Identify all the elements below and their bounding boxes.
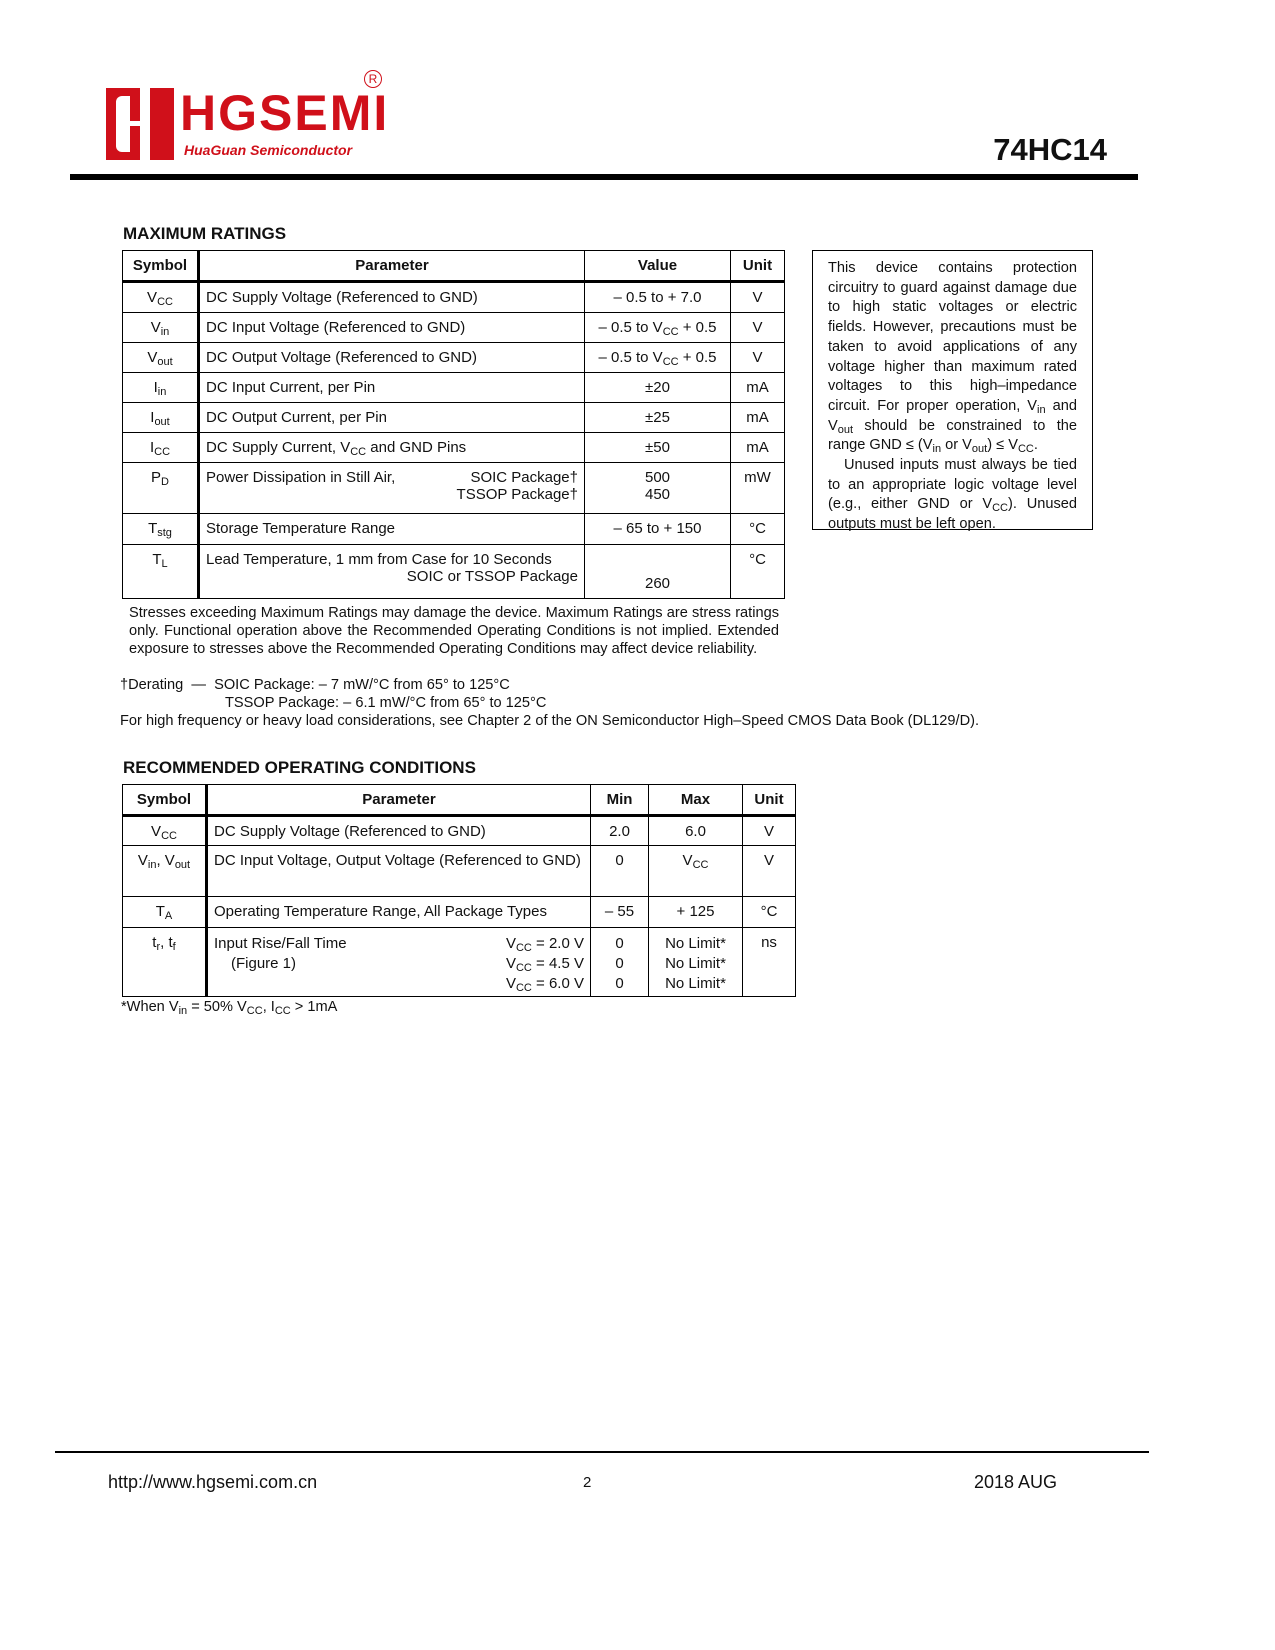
text-segment: V — [682, 852, 693, 869]
rec-footnote — [121, 998, 337, 1016]
symbol-cell — [123, 545, 199, 599]
max-cell — [649, 846, 743, 897]
parameter — [206, 520, 395, 537]
table-header — [123, 251, 785, 282]
table-row — [123, 343, 785, 373]
text-segment: V — [505, 975, 516, 992]
symbol-cell — [123, 816, 207, 846]
min-cell — [591, 928, 649, 997]
text-segment: ±50 — [645, 439, 670, 456]
value-cell — [585, 282, 731, 313]
table-row — [123, 514, 785, 545]
unit-cell: mW — [731, 463, 785, 514]
parameter — [206, 439, 466, 456]
table-row — [123, 373, 785, 403]
parameter — [206, 379, 375, 396]
derating-tssop: TSSOP Package: – 6.1 mW/°C from 65° to 125°C — [225, 695, 547, 711]
value — [645, 575, 670, 592]
high-frequency-note: For high frequency or heavy load considerations, see Chapter 2 of the ON Semiconductor High–Speed CMOS Data Book (DL129/D). — [120, 713, 980, 729]
text-segment: V — [147, 289, 158, 306]
parameter — [206, 319, 465, 336]
logo-brand: HGSEMI — [180, 85, 390, 141]
table-header — [123, 785, 796, 816]
cell-line: No Limit* — [665, 935, 726, 952]
text-segment: 260 — [644, 575, 671, 592]
text-segment: V — [505, 955, 516, 972]
col-symbol: Symbol — [123, 785, 207, 816]
table-row — [123, 313, 785, 343]
max-ratings-title: MAXIMUM RATINGS — [123, 224, 287, 243]
text-segment: DC Supply Voltage (Referenced to GND) — [214, 823, 486, 840]
text-segment: I — [149, 439, 155, 456]
symbol-cell — [123, 928, 207, 997]
max — [685, 823, 706, 840]
unit-cell: mA — [731, 403, 785, 433]
text-segment: Input Rise/Fall Time — [214, 935, 347, 952]
text-segment: DC Input Current, per Pin — [206, 379, 376, 396]
text-segment: + 125 — [676, 903, 715, 920]
value-cell — [585, 433, 731, 463]
parameter — [206, 551, 552, 568]
text-segment: ±25 — [645, 409, 670, 426]
table-row — [123, 282, 785, 313]
unit-cell: V — [731, 282, 785, 313]
text-segment: out — [157, 356, 173, 368]
text-segment: V — [147, 349, 158, 366]
text-segment: DC Output Current, per Pin — [206, 409, 387, 426]
value-cell — [585, 313, 731, 343]
col-unit: Unit — [731, 251, 785, 282]
header-rule — [70, 174, 1138, 180]
parameter-cell — [207, 928, 591, 997]
text-segment: in — [932, 443, 942, 456]
text-segment: CC — [157, 296, 173, 308]
text-segment: CC — [692, 859, 709, 871]
parameter — [214, 903, 547, 920]
table-row — [123, 433, 785, 463]
text-segment: CC — [246, 1005, 263, 1017]
text-segment: A — [164, 910, 173, 922]
hgsemi-logo — [106, 72, 390, 162]
text-segment: + 0.5 — [678, 349, 717, 366]
col-parameter: Parameter — [199, 251, 585, 282]
text-segment: CC — [515, 982, 532, 994]
text-segment: t — [152, 934, 157, 951]
parameter — [206, 349, 477, 366]
value-cell — [585, 343, 731, 373]
text-segment: and V — [828, 397, 1077, 434]
cell-line: SOIC or TSSOP Package — [406, 568, 578, 585]
symbol — [148, 520, 172, 537]
value — [614, 520, 702, 537]
text-segment: = 2.0 V — [531, 935, 584, 952]
text-segment: I — [150, 409, 155, 426]
text-segment: – 0.5 to V — [598, 319, 663, 336]
text-segment: D — [161, 476, 169, 488]
table-row — [123, 846, 796, 897]
text-segment: V — [137, 852, 148, 869]
text-segment: DC Input Voltage, Output Voltage (Referenced to GND) — [214, 852, 581, 869]
parameter — [206, 469, 395, 486]
text-segment: CC — [1017, 443, 1034, 456]
text-segment: in — [160, 326, 170, 338]
text-segment: Operating Temperature Range, All Package Types — [214, 903, 547, 920]
text-segment: > 1mA — [290, 999, 338, 1015]
text-segment: – 65 to + 150 — [613, 520, 702, 537]
cell-line: TSSOP Package† — [456, 486, 578, 503]
rec-conditions-table — [122, 784, 796, 997]
text-segment: CC — [515, 962, 532, 974]
text-segment: DC Supply Current, V — [206, 439, 351, 456]
text-segment: + 0.5 — [678, 319, 717, 336]
table-row — [123, 403, 785, 433]
text-segment: = 4.5 V — [531, 955, 584, 972]
registered-icon: R — [364, 70, 382, 88]
text-segment: CC — [662, 356, 679, 368]
parameter-cell — [199, 514, 585, 545]
text-segment: Power Dissipation in Still Air, — [206, 469, 396, 486]
unit-cell: V — [731, 343, 785, 373]
symbol — [150, 439, 170, 456]
text-segment: ). Unused outputs must be left open. — [828, 496, 1077, 533]
symbol — [152, 551, 167, 568]
symbol — [151, 469, 169, 486]
rec-conditions-title: RECOMMENDED OPERATING CONDITIONS — [123, 758, 476, 777]
parameter — [214, 935, 347, 952]
cell-line: No Limit* — [665, 975, 726, 992]
text-segment: r — [156, 941, 161, 953]
unit-cell: ns — [743, 928, 796, 997]
text-segment — [828, 457, 844, 473]
text-segment: Lead Temperature, 1 mm from Case for 10 Seconds — [206, 551, 552, 568]
text-segment: CC — [154, 446, 171, 458]
footer-rule — [55, 1451, 1149, 1453]
max-cell — [649, 816, 743, 846]
symbol — [154, 379, 167, 396]
text-segment: . — [1033, 437, 1038, 454]
condition — [506, 975, 584, 992]
text-segment: T — [155, 903, 165, 920]
symbol-cell — [123, 846, 207, 897]
stress-note: Stresses exceeding Maximum Ratings may damage the device. Maximum Ratings are stress ratings only. Functional operation above the Recommended Operating Conditions is not implied. Extended exposure to stresses above the Recommended Operating Conditions may affect device reliability. — [129, 605, 779, 657]
text-segment: I — [153, 379, 158, 396]
symbol-cell — [123, 282, 199, 313]
table-row — [123, 545, 785, 599]
text-segment: stg — [157, 527, 172, 539]
unit-cell: mA — [731, 433, 785, 463]
text-segment: , t — [160, 934, 173, 951]
footer-date: 2018 AUG — [974, 1472, 1058, 1492]
parameter-cell — [199, 373, 585, 403]
text-segment: – 0.5 to V — [598, 349, 663, 366]
text-segment: DC Input Voltage (Referenced to GND) — [206, 319, 466, 336]
text-segment: in — [1037, 403, 1046, 416]
parameter — [214, 852, 581, 869]
text-segment: should be constrained to the range GND ≤ (V — [828, 417, 1077, 454]
text-segment: , I — [262, 999, 275, 1015]
text-segment: – 0.5 to + 7.0 — [613, 289, 702, 306]
symbol — [152, 934, 175, 951]
unit-cell: mA — [731, 373, 785, 403]
table-row — [123, 928, 796, 997]
value — [598, 319, 716, 336]
col-symbol: Symbol — [123, 251, 199, 282]
value-cell — [585, 403, 731, 433]
text-segment: Storage Temperature Range — [206, 520, 396, 537]
condition — [506, 955, 584, 972]
parameter — [206, 409, 387, 426]
text-segment: out — [174, 859, 191, 871]
cell-line: 0 — [615, 955, 624, 972]
col-max: Max — [649, 785, 743, 816]
value-cell — [585, 463, 731, 514]
text-segment: 6.0 — [685, 823, 706, 840]
table-row — [123, 897, 796, 928]
text-segment: CC — [350, 446, 367, 458]
col-min: Min — [591, 785, 649, 816]
cell-line: 0 — [615, 935, 624, 952]
symbol — [151, 823, 177, 840]
footer-url[interactable]: http://www.hgsemi.com.cn — [108, 1472, 318, 1492]
cell-line: 0 — [615, 975, 624, 992]
text-segment: CC — [274, 1005, 291, 1017]
col-unit: Unit — [743, 785, 796, 816]
symbol — [156, 903, 173, 920]
logo-mark-icon — [106, 88, 174, 160]
value — [645, 409, 670, 426]
text-segment: or V — [941, 437, 972, 454]
symbol — [147, 349, 172, 366]
parameter-cell — [199, 433, 585, 463]
symbol-cell — [123, 433, 199, 463]
symbol-cell — [123, 463, 199, 514]
parameter — [206, 289, 478, 306]
cell-line: 450 — [644, 486, 671, 503]
text-segment: DC Output Voltage (Referenced to GND) — [206, 349, 477, 366]
unit-cell: V — [743, 846, 796, 897]
unit-cell: °C — [731, 514, 785, 545]
table-row — [123, 816, 796, 846]
page-number: 2 — [583, 1474, 592, 1491]
protection-note — [812, 250, 1093, 533]
text-segment: *When V — [121, 999, 179, 1015]
unit-cell: °C — [731, 545, 785, 599]
value-cell — [585, 373, 731, 403]
unit-cell: V — [743, 816, 796, 846]
text-segment: in — [178, 1005, 188, 1017]
text-segment: and GND Pins — [366, 439, 467, 456]
parameter-cell — [199, 282, 585, 313]
cell-line — [506, 974, 584, 994]
part-number: 74HC14 — [993, 132, 1107, 167]
value — [645, 379, 670, 396]
logo-subtitle: HuaGuan Semiconductor — [184, 142, 353, 158]
text-segment: = 50% V — [187, 999, 247, 1015]
cell-line: SOIC Package† — [470, 469, 578, 486]
max-cell — [649, 897, 743, 928]
max-ratings-table — [122, 250, 785, 599]
symbol — [150, 409, 169, 426]
text-segment: V — [505, 935, 516, 952]
max-cell — [649, 928, 743, 997]
text-segment: out — [971, 443, 988, 456]
symbol-cell — [123, 403, 199, 433]
text-segment: out — [837, 423, 854, 436]
symbol-cell — [123, 313, 199, 343]
text-segment: CC — [515, 942, 532, 954]
value-cell — [585, 514, 731, 545]
text-segment: ±20 — [645, 379, 670, 396]
symbol-cell — [123, 897, 207, 928]
text-segment: = 6.0 V — [531, 975, 584, 992]
text-segment: in — [147, 859, 157, 871]
min-cell: 0 — [591, 846, 649, 897]
symbol-cell — [123, 514, 199, 545]
text-segment: ) ≤ V — [987, 437, 1018, 454]
parameter-cell — [207, 846, 591, 897]
cell-line: (Figure 1) — [231, 955, 297, 972]
col-parameter: Parameter — [207, 785, 591, 816]
parameter — [214, 823, 486, 840]
rich-text — [828, 260, 1077, 532]
max — [677, 903, 715, 920]
parameter-cell — [199, 403, 585, 433]
text-segment: Unused inputs must always be tied to an appropriate logic voltage level (e.g., either GND or V — [828, 457, 1077, 513]
text-segment: , V — [156, 852, 175, 869]
text-segment: T — [152, 551, 162, 568]
max — [683, 852, 709, 869]
parameter-cell — [207, 897, 591, 928]
value — [614, 289, 702, 306]
condition — [506, 935, 584, 952]
unit-cell: V — [731, 313, 785, 343]
value — [598, 349, 716, 366]
text-segment: in — [157, 386, 167, 398]
text-segment: DC Supply Voltage (Referenced to GND) — [206, 289, 478, 306]
symbol — [147, 289, 173, 306]
text-segment: This device contains protection circuitry to guard against damage due to high static voltages or electric fields. However, precautions must be taken to avoid applications of any voltage higher than maximum rated voltages to this high–impedance circuit. For proper operation, V — [828, 260, 1077, 414]
text-segment: L — [161, 558, 168, 570]
symbol — [138, 852, 190, 869]
text-segment: CC — [992, 502, 1008, 515]
cell-line: No Limit* — [665, 955, 726, 972]
cell-line: 500 — [644, 469, 671, 486]
text-segment: T — [148, 520, 158, 537]
cell-line — [506, 934, 584, 954]
derating-soic: †Derating — SOIC Package: – 7 mW/°C from 65° to 125°C — [120, 677, 510, 693]
text-segment: CC — [161, 830, 177, 842]
text-segment: V — [151, 823, 162, 840]
col-value: Value — [585, 251, 731, 282]
text-segment: out — [154, 416, 170, 428]
symbol-cell — [123, 343, 199, 373]
symbol — [151, 319, 170, 336]
min-cell: 2.0 — [591, 816, 649, 846]
rich-text — [121, 999, 337, 1015]
unit-cell: °C — [743, 897, 796, 928]
cell-line — [506, 954, 584, 974]
parameter-cell — [199, 343, 585, 373]
parameter-cell — [199, 313, 585, 343]
parameter-cell — [207, 816, 591, 846]
table-row — [123, 463, 785, 514]
parameter-cell — [199, 545, 585, 599]
symbol-cell — [123, 373, 199, 403]
text-segment: f — [172, 941, 176, 953]
value — [645, 439, 670, 456]
value-cell — [585, 545, 731, 599]
text-segment: P — [151, 469, 162, 486]
min-cell: – 55 — [591, 897, 649, 928]
parameter-cell — [199, 463, 585, 514]
text-segment: V — [150, 319, 161, 336]
text-segment: CC — [662, 326, 679, 338]
